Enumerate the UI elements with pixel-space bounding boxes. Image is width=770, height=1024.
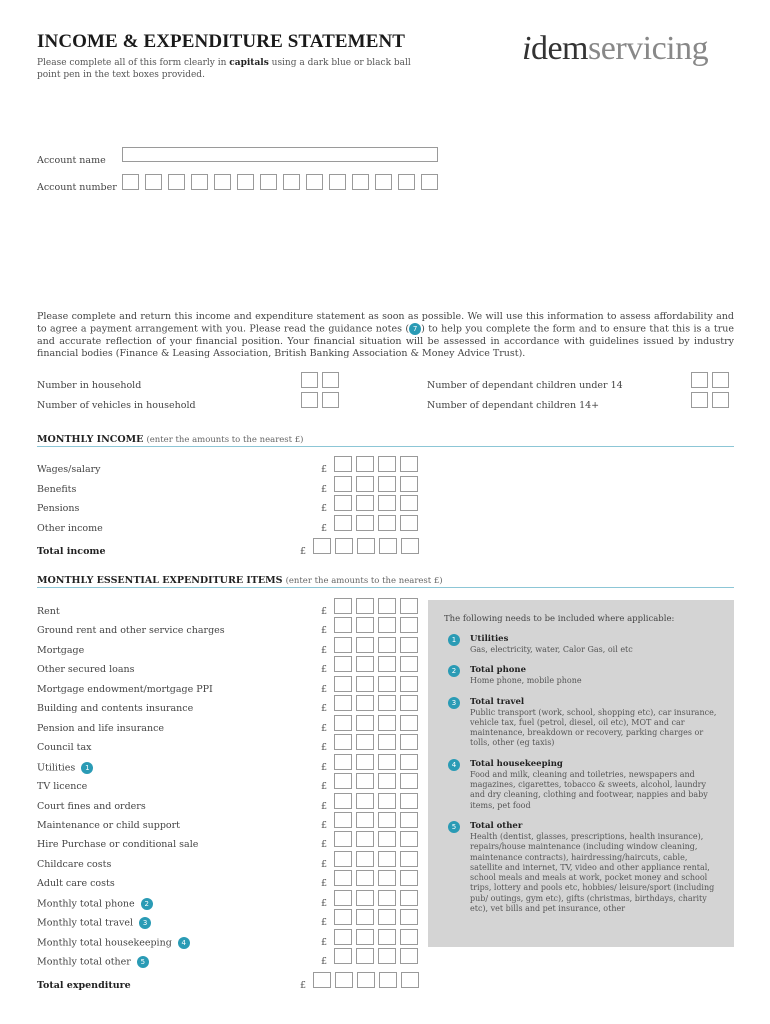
guidance-badge: 2 — [141, 898, 153, 910]
expenditure-amount-field[interactable] — [334, 715, 418, 731]
digit-box[interactable] — [398, 174, 415, 190]
currency-symbol: £ — [321, 819, 328, 831]
expenditure-amount-field[interactable] — [334, 637, 418, 653]
digit-box[interactable] — [378, 476, 396, 492]
digit-box[interactable] — [356, 637, 374, 653]
guidance-item-desc: Home phone, mobile phone — [470, 676, 582, 686]
digit-box[interactable] — [334, 734, 352, 750]
digit-box[interactable] — [352, 174, 369, 190]
income-divider — [37, 446, 734, 447]
digit-box[interactable] — [400, 715, 418, 731]
digit-box[interactable] — [356, 831, 374, 847]
digit-box[interactable] — [400, 929, 418, 945]
digit-box[interactable] — [400, 515, 418, 531]
guidance-notes-panel — [428, 600, 734, 947]
expenditure-row-label: Monthly total housekeeping 4 — [37, 937, 190, 949]
digit-box[interactable] — [214, 174, 231, 190]
digit-box[interactable] — [378, 715, 396, 731]
digit-box[interactable] — [356, 793, 374, 809]
digit-box[interactable] — [356, 456, 374, 472]
guidance-badge: 2 — [448, 665, 460, 677]
income-amount-field[interactable] — [334, 476, 418, 492]
digit-box[interactable] — [334, 456, 352, 472]
digit-box[interactable] — [334, 793, 352, 809]
page-title: INCOME & EXPENDITURE STATEMENT — [37, 31, 406, 52]
guidance-item — [444, 759, 718, 811]
digit-box[interactable] — [400, 851, 418, 867]
guidance-item-desc: Food and milk, cleaning and toiletries, newspapers and magazines, cigarettes, tobacco & sweets, alcohol, laundry and dry cleaning, clothing and footwear, nappies and baby items, pet food — [470, 769, 708, 810]
guidance-badge: 5 — [137, 956, 149, 968]
currency-symbol: £ — [321, 683, 328, 695]
digit-box[interactable] — [356, 676, 374, 692]
digit-box[interactable] — [334, 676, 352, 692]
expenditure-row-label: Court fines and orders — [37, 800, 146, 812]
guidance-badge: 3 — [139, 917, 151, 929]
total-expenditure-field[interactable] — [313, 972, 419, 988]
digit-box[interactable] — [378, 929, 396, 945]
expenditure-row-label: Building and contents insurance — [37, 703, 194, 715]
total-income-label: Total income — [37, 546, 106, 557]
digit-box[interactable] — [334, 890, 352, 906]
digit-box[interactable] — [378, 851, 396, 867]
expenditure-row-label: Adult care costs — [37, 878, 115, 890]
digit-box[interactable] — [400, 734, 418, 750]
currency-symbol: £ — [321, 956, 328, 968]
digit-box[interactable] — [335, 972, 353, 988]
digit-box[interactable] — [378, 812, 396, 828]
currency-symbol: £ — [321, 878, 328, 890]
expenditure-row-label: Rent — [37, 606, 60, 617]
currency-symbol: £ — [300, 546, 307, 557]
guidance-item — [444, 665, 718, 686]
digit-box[interactable] — [334, 695, 352, 711]
expenditure-amount-field[interactable] — [334, 773, 418, 789]
digit-box[interactable] — [334, 715, 352, 731]
digit-box[interactable] — [378, 754, 396, 770]
digit-box[interactable] — [400, 495, 418, 511]
digit-box[interactable] — [356, 656, 374, 672]
currency-symbol: £ — [321, 761, 328, 773]
digit-box[interactable] — [378, 617, 396, 633]
account-number-label: Account number — [37, 182, 117, 193]
digit-box[interactable] — [260, 174, 277, 190]
expenditure-divider — [37, 587, 734, 588]
income-row-label: Wages/salary — [37, 464, 101, 475]
digit-box[interactable] — [334, 495, 352, 511]
digit-box[interactable] — [356, 754, 374, 770]
expenditure-amount-field[interactable] — [334, 851, 418, 867]
digit-box[interactable] — [379, 972, 397, 988]
account-name-field[interactable] — [122, 147, 438, 162]
vehicles-label: Number of vehicles in household — [37, 400, 196, 411]
expenditure-amount-field[interactable] — [334, 598, 418, 614]
digit-box[interactable] — [237, 174, 254, 190]
digit-box[interactable] — [400, 637, 418, 653]
digit-box[interactable] — [357, 972, 375, 988]
currency-symbol: £ — [321, 917, 328, 929]
digit-box[interactable] — [356, 909, 374, 925]
digit-box[interactable] — [334, 909, 352, 925]
digit-box[interactable] — [356, 870, 374, 886]
guidance-item-desc: Public transport (work, school, shopping etc), car insurance, vehicle tax, fuel (petrol, diesel, oil etc), MOT and car maintenance, breakdown or recovery, parking charges or tolls, other (eg taxis) — [470, 707, 717, 748]
guidance-item-title: Total travel — [470, 696, 525, 707]
expenditure-amount-field[interactable] — [334, 812, 418, 828]
digit-box[interactable] — [400, 676, 418, 692]
digit-box[interactable] — [145, 174, 162, 190]
children-under-label: Number of dependant children under 14 — [427, 380, 623, 391]
guidance-item-title: Total phone — [470, 665, 527, 676]
income-amount-field[interactable] — [334, 495, 418, 511]
currency-symbol: £ — [321, 503, 328, 515]
digit-box[interactable] — [357, 538, 375, 554]
digit-box[interactable] — [168, 174, 185, 190]
currency-symbol: £ — [300, 980, 307, 991]
expenditure-amount-field[interactable] — [334, 656, 418, 672]
digit-box[interactable] — [356, 773, 374, 789]
expenditure-row-label: Ground rent and other service charges — [37, 625, 225, 637]
vehicles-field[interactable] — [301, 392, 339, 408]
digit-box[interactable] — [356, 734, 374, 750]
currency-symbol: £ — [321, 800, 328, 812]
digit-box[interactable] — [400, 831, 418, 847]
digit-box[interactable] — [356, 812, 374, 828]
income-row-label: Pensions — [37, 503, 80, 515]
expenditure-row-label: Monthly total phone 2 — [37, 898, 153, 910]
digit-box[interactable] — [335, 538, 353, 554]
digit-box[interactable] — [378, 695, 396, 711]
expenditure-row-label: Utilities 1 — [37, 762, 93, 774]
currency-symbol: £ — [321, 781, 328, 793]
digit-box[interactable] — [401, 538, 419, 554]
income-row-label: Benefits — [37, 483, 77, 495]
currency-symbol: £ — [321, 664, 328, 676]
currency-symbol: £ — [321, 839, 328, 851]
digit-box[interactable] — [356, 598, 374, 614]
expenditure-row-label: Pension and life insurance — [37, 722, 165, 734]
expenditure-row-label: Other secured loans — [37, 664, 135, 676]
digit-box[interactable] — [356, 929, 374, 945]
guidance-item-title: Total other — [470, 820, 523, 831]
digit-box[interactable] — [378, 456, 396, 472]
digit-box[interactable] — [379, 538, 397, 554]
income-amount-field[interactable] — [334, 456, 418, 472]
digit-box[interactable] — [334, 773, 352, 789]
expenditure-amount-field[interactable] — [334, 890, 418, 906]
guidance-item-title: Total housekeeping — [470, 758, 563, 769]
digit-box[interactable] — [378, 676, 396, 692]
digit-box[interactable] — [306, 174, 323, 190]
digit-box[interactable] — [313, 972, 331, 988]
digit-box[interactable] — [378, 637, 396, 653]
expenditure-row-label: Hire Purchase or conditional sale — [37, 839, 199, 851]
digit-box[interactable] — [322, 392, 339, 408]
digit-box[interactable] — [378, 734, 396, 750]
digit-box[interactable] — [378, 793, 396, 809]
guidance-intro: The following needs to be included where applicable: — [444, 614, 675, 624]
currency-symbol: £ — [321, 722, 328, 734]
expenditure-amount-field[interactable] — [334, 793, 418, 809]
digit-box[interactable] — [334, 812, 352, 828]
guidance-badge: 4 — [448, 759, 460, 771]
expenditure-amount-field[interactable] — [334, 831, 418, 847]
digit-box[interactable] — [356, 495, 374, 511]
expenditure-row-label: TV licence — [37, 781, 88, 793]
currency-symbol: £ — [321, 522, 328, 534]
digit-box[interactable] — [400, 773, 418, 789]
expenditure-row-label: Childcare costs — [37, 858, 112, 870]
digit-box[interactable] — [712, 392, 729, 408]
digit-box[interactable] — [378, 909, 396, 925]
guidance-badge: 7 — [409, 323, 421, 335]
digit-box[interactable] — [356, 890, 374, 906]
currency-symbol: £ — [321, 644, 328, 656]
expenditure-amount-field[interactable] — [334, 676, 418, 692]
expenditure-row-label: Mortgage endowment/mortgage PPI — [37, 683, 213, 695]
income-heading: MONTHLY INCOME (enter the amounts to the nearest £) — [37, 434, 304, 445]
guidance-item — [444, 697, 718, 749]
expenditure-row-label: Monthly total travel 3 — [37, 917, 151, 929]
expenditure-amount-field[interactable] — [334, 695, 418, 711]
digit-box[interactable] — [378, 495, 396, 511]
digit-box[interactable] — [401, 972, 419, 988]
digit-box[interactable] — [334, 617, 352, 633]
digit-box[interactable] — [334, 754, 352, 770]
digit-box[interactable] — [400, 948, 418, 964]
digit-box[interactable] — [378, 656, 396, 672]
digit-box[interactable] — [400, 754, 418, 770]
children-over-field[interactable] — [691, 392, 729, 408]
digit-box[interactable] — [329, 174, 346, 190]
currency-symbol: £ — [321, 464, 328, 475]
digit-box[interactable] — [301, 372, 318, 388]
digit-box[interactable] — [400, 890, 418, 906]
children-over-label: Number of dependant children 14+ — [427, 400, 600, 411]
total-expenditure-label: Total expenditure — [37, 980, 131, 991]
digit-box[interactable] — [356, 715, 374, 731]
currency-symbol: £ — [321, 483, 328, 495]
digit-box[interactable] — [378, 890, 396, 906]
expenditure-row-label: Council tax — [37, 742, 92, 754]
currency-symbol: £ — [321, 742, 328, 754]
household-field[interactable] — [301, 372, 339, 388]
digit-box[interactable] — [356, 948, 374, 964]
digit-box[interactable] — [400, 598, 418, 614]
digit-box[interactable] — [283, 174, 300, 190]
digit-box[interactable] — [356, 851, 374, 867]
expenditure-amount-field[interactable] — [334, 909, 418, 925]
digit-box[interactable] — [334, 515, 352, 531]
digit-box[interactable] — [334, 656, 352, 672]
expenditure-row-label: Mortgage — [37, 644, 85, 656]
currency-symbol: £ — [321, 606, 328, 617]
digit-box[interactable] — [400, 656, 418, 672]
children-under-field[interactable] — [691, 372, 729, 388]
currency-symbol: £ — [321, 703, 328, 715]
income-row-label: Other income — [37, 522, 103, 534]
digit-box[interactable] — [356, 617, 374, 633]
digit-box[interactable] — [378, 773, 396, 789]
household-label: Number in household — [37, 380, 142, 391]
total-income-field[interactable] — [313, 538, 419, 554]
digit-box[interactable] — [356, 476, 374, 492]
digit-box[interactable] — [356, 515, 374, 531]
digit-box[interactable] — [400, 812, 418, 828]
digit-box[interactable] — [378, 948, 396, 964]
currency-symbol: £ — [321, 625, 328, 637]
digit-box[interactable] — [400, 617, 418, 633]
account-number-field[interactable] — [122, 174, 438, 190]
expenditure-row-label: Maintenance or child support — [37, 819, 180, 831]
expenditure-amount-field[interactable] — [334, 870, 418, 886]
digit-box[interactable] — [313, 538, 331, 554]
intro-paragraph: Please complete and return this income and expenditure statement as soon as possible. We will use this information to assess affordability and to agree a payment arrangement with you. Please read the guidance notes ( 7 ) to help you complete the form and to ensure that this is a true and accurate reflection of your financial position. Your financial situation will be assessed in accordance with guidelines issued by industry financial bodies (Finance & Leasing Association, British Banking Association & Money Advice Trust). — [37, 311, 734, 359]
digit-box[interactable] — [122, 174, 139, 190]
expenditure-amount-field[interactable] — [334, 929, 418, 945]
income-amount-field[interactable] — [334, 515, 418, 531]
guidance-badge: 5 — [448, 821, 460, 833]
digit-box[interactable] — [334, 948, 352, 964]
guidance-item-desc: Health (dentist, glasses, prescriptions, health insurance), repairs/house maintenance (including window cleaning, maintenance contracts), hairdressing/haircuts, cable, satellite and internet, TV, video and other appliance rental, school meals and meals at work, pocket money and school trips, lottery and pools etc, hobbies/ leisure/sport (including pub/ outings, gym etc), gifts (christmas, birthdays, charity etc), vet bills and pet insurance, other — [470, 831, 715, 914]
guidance-badge: 4 — [178, 937, 190, 949]
digit-box[interactable] — [334, 851, 352, 867]
expenditure-amount-field[interactable] — [334, 734, 418, 750]
account-name-label: Account name — [37, 155, 106, 166]
form-instructions: Please complete all of this form clearly in capitals using a dark blue or black ball point pen in the text boxes provided. — [37, 58, 411, 80]
company-logo: idemservicing — [522, 30, 709, 67]
digit-box[interactable] — [191, 174, 208, 190]
digit-box[interactable] — [400, 695, 418, 711]
digit-box[interactable] — [400, 476, 418, 492]
digit-box[interactable] — [322, 372, 339, 388]
currency-symbol: £ — [321, 936, 328, 948]
digit-box[interactable] — [378, 598, 396, 614]
digit-box[interactable] — [712, 372, 729, 388]
digit-box[interactable] — [334, 929, 352, 945]
expenditure-amount-field[interactable] — [334, 617, 418, 633]
digit-box[interactable] — [421, 174, 438, 190]
guidance-item — [444, 821, 718, 914]
digit-box[interactable] — [691, 372, 708, 388]
digit-box[interactable] — [334, 870, 352, 886]
digit-box[interactable] — [334, 598, 352, 614]
digit-box[interactable] — [378, 515, 396, 531]
expenditure-heading: MONTHLY ESSENTIAL EXPENDITURE ITEMS (enter the amounts to the nearest £) — [37, 575, 443, 586]
digit-box[interactable] — [400, 909, 418, 925]
digit-box[interactable] — [334, 831, 352, 847]
expenditure-row-label: Monthly total other 5 — [37, 956, 149, 968]
digit-box[interactable] — [334, 476, 352, 492]
guidance-item-title: Utilities — [470, 634, 509, 644]
guidance-badge: 1 — [448, 634, 460, 646]
currency-symbol: £ — [321, 858, 328, 870]
guidance-badge: 3 — [448, 697, 460, 709]
digit-box[interactable] — [301, 392, 318, 408]
digit-box[interactable] — [356, 695, 374, 711]
expenditure-amount-field[interactable] — [334, 754, 418, 770]
guidance-item-desc: Gas, electricity, water, Calor Gas, oil etc — [470, 645, 633, 654]
digit-box[interactable] — [378, 831, 396, 847]
digit-box[interactable] — [400, 870, 418, 886]
digit-box[interactable] — [375, 174, 392, 190]
guidance-item — [444, 634, 718, 655]
digit-box[interactable] — [400, 456, 418, 472]
guidance-badge: 1 — [81, 762, 93, 774]
digit-box[interactable] — [378, 870, 396, 886]
expenditure-amount-field[interactable] — [334, 948, 418, 964]
digit-box[interactable] — [334, 637, 352, 653]
digit-box[interactable] — [400, 793, 418, 809]
digit-box[interactable] — [691, 392, 708, 408]
currency-symbol: £ — [321, 897, 328, 909]
